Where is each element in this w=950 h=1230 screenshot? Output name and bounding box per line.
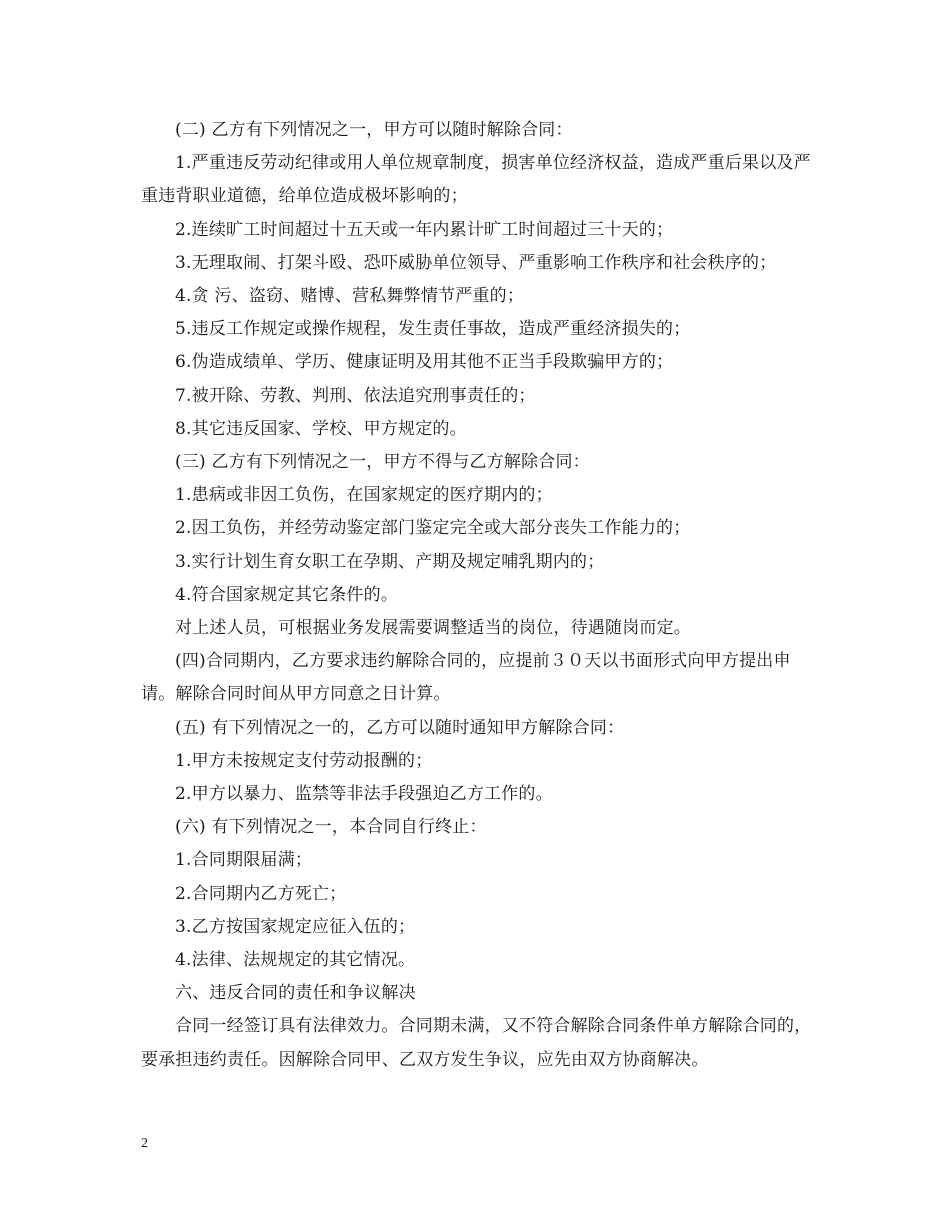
clause-2-item-1: 1.严重违反劳动纪律或用人单位规章制度，损害单位经济权益，造成严重后果以及严重违背职业道德，给单位造成极坏影响的； — [141, 153, 811, 207]
clause-5-item-1: 1.甲方未按规定支付劳动报酬的； — [175, 750, 433, 771]
clause-6-item-2: 2.合同期内乙方死亡； — [175, 883, 347, 904]
clause-6-heading: (六) 有下列情况之一，本合同自行终止： — [175, 817, 487, 838]
section-6-heading: 六、违反合同的责任和争议解决 — [175, 983, 416, 1004]
clause-6-item-3: 3.乙方按国家规定应征入伍的； — [175, 916, 416, 937]
clause-3-item-1: 1.患病或非因工负伤，在国家规定的医疗期内的； — [175, 485, 553, 506]
page-number: 2 — [141, 1136, 148, 1151]
clause-3-heading: (三) 乙方有下列情况之一，甲方不得与乙方解除合同： — [175, 452, 590, 473]
clause-3-item-3: 3.实行计划生育女职工在孕期、产期及规定哺乳期内的； — [175, 551, 605, 572]
clause-2-item-2: 2.连续旷工时间超过十五天或一年内累计旷工时间超过三十天的； — [175, 219, 674, 240]
clause-2-item-4: 4.贪 污、盗窃、赌博、营私舞弊情节严重的； — [175, 286, 525, 307]
clause-2-item-6: 6.伪造成绩单、学历、健康证明及用其他不正当手段欺骗甲方的； — [175, 352, 674, 373]
clause-5-heading: (五) 有下列情况之一的，乙方可以随时通知甲方解除合同： — [175, 717, 625, 738]
clause-2-item-5: 5.违反工作规定或操作规程，发生责任事故，造成严重经济损失的； — [175, 319, 691, 340]
clause-2-item-8: 8.其它违反国家、学校、甲方规定的。 — [175, 418, 467, 439]
section-6-body: 合同一经签订具有法律效力。合同期未满，又不符合解除合同条件单方解除合同的，要承担违约责任。因解除合同甲、乙双方发生争议，应先由双方协商解决。 — [141, 1016, 812, 1070]
clause-3-note: 对上述人员，可根据业务发展需要调整适当的岗位，待遇随岗而定。 — [175, 618, 691, 639]
clause-4: (四)合同期内，乙方要求违约解除合同的，应提前３０天以书面形式向甲方提出申请。解除合同时间从甲方同意之日计算。 — [141, 651, 791, 705]
document-body — [141, 114, 821, 1077]
clause-3-item-2: 2.因工负伤，并经劳动鉴定部门鉴定完全或大部分丧失工作能力的； — [175, 518, 691, 539]
clause-2-heading: (二) 乙方有下列情况之一，甲方可以随时解除合同： — [175, 120, 573, 140]
clause-3-item-4: 4.符合国家规定其它条件的。 — [175, 584, 399, 605]
clause-6-item-4: 4.法律、法规规定的其它情况。 — [175, 950, 416, 971]
clause-2-item-7: 7.被开除、劳教、判刑、依法追究刑事责任的； — [175, 385, 536, 406]
clause-5-item-2: 2.甲方以暴力、监禁等非法手段强迫乙方工作的。 — [175, 784, 553, 805]
clause-6-item-1: 1.合同期限届满； — [175, 850, 313, 871]
clause-2-item-3: 3.无理取闹、打架斗殴、恐吓威胁单位领导、严重影响工作秩序和社会秩序的； — [175, 252, 777, 273]
